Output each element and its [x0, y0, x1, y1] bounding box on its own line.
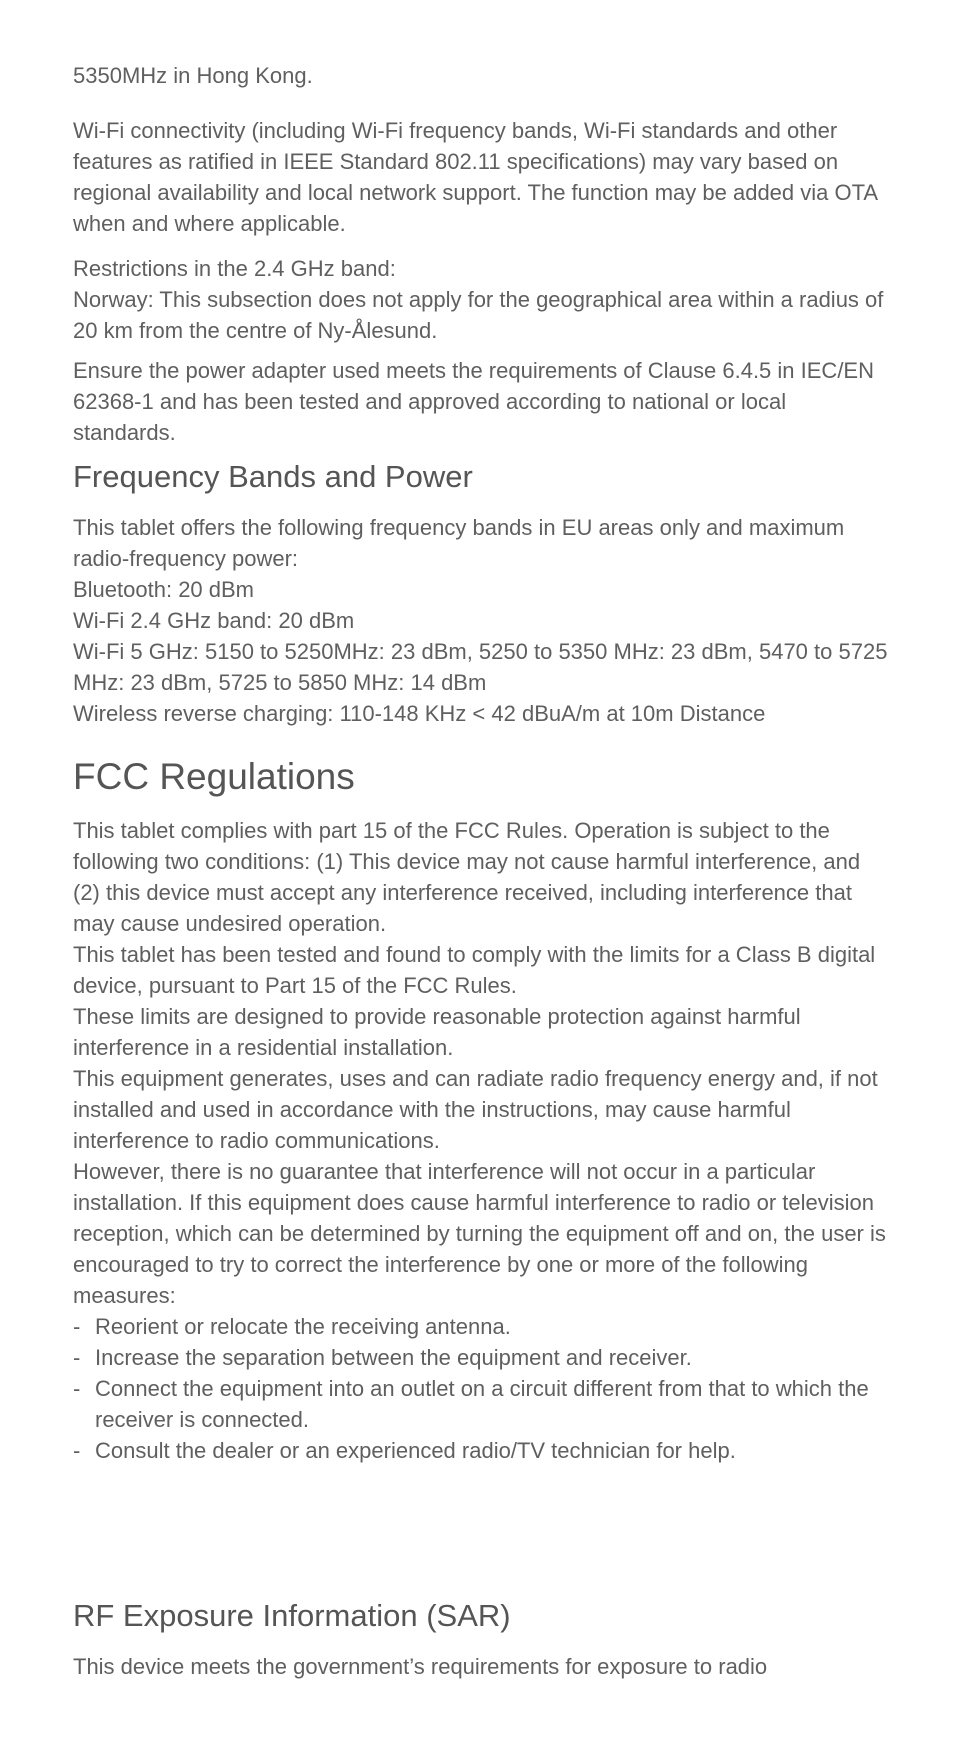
list-item — [73, 1311, 893, 1342]
frequency-line: Wireless reverse charging: 110-148 KHz < 42 dBuA/m at 10m Distance — [73, 701, 766, 726]
frequency-line: Wi-Fi 5 GHz: 5150 to 5250MHz: 23 dBm, 5250 to 5350 MHz: 23 dBm, 5470 to 5725 MHz: 23 dBm, 5725 to 5850 MHz: 14 dBm — [73, 639, 888, 695]
sar-section — [73, 1597, 893, 1635]
fcc-heading: FCC Regulations — [73, 756, 355, 797]
norway-restriction-text: Norway: This subsection does not apply for the geographical area within a radius of 20 km from the centre of Ny-Ålesund. — [73, 287, 884, 343]
sar-paragraph: This device meets the government’s requirements for exposure to radio — [73, 1654, 768, 1679]
dash-bullet: - — [73, 1376, 81, 1401]
sar-body — [73, 1651, 893, 1682]
fcc-paragraph: This tablet complies with part 15 of the FCC Rules. Operation is subject to the following two conditions: (1) This device may not cause harmful interference, and (2) this device must accept any interference received, including interference that may cause undesired operation. — [73, 818, 861, 936]
dash-bullet: - — [73, 1438, 81, 1463]
list-item — [73, 1435, 893, 1466]
power-adapter-paragraph: Ensure the power adapter used meets the requirements of Clause 6.4.5 in IEC/EN 62368-1 and has been tested and approved according to national or local standards. — [73, 358, 874, 445]
restrictions-heading-line: Restrictions in the 2.4 GHz band: — [73, 256, 396, 281]
measure-text: Increase the separation between the equipment and receiver. — [95, 1345, 692, 1370]
frequency-lines — [73, 512, 893, 729]
list-item — [73, 1342, 893, 1373]
restrictions-block — [73, 253, 893, 346]
frequency-line: Wi-Fi 2.4 GHz band: 20 dBm — [73, 608, 355, 633]
frequency-heading: Frequency Bands and Power — [73, 459, 473, 494]
measures-list — [73, 1311, 893, 1466]
frequency-section — [73, 458, 893, 496]
frequency-line: This tablet offers the following frequency bands in EU areas only and maximum radio-frequency power: — [73, 515, 845, 571]
dash-bullet: - — [73, 1314, 81, 1339]
measure-text: Consult the dealer or an experienced radio/TV technician for help. — [95, 1438, 736, 1463]
dash-bullet: - — [73, 1345, 81, 1370]
fcc-paragraph: This equipment generates, uses and can radiate radio frequency energy and, if not installed and used in accordance with the instructions, may cause harmful interference to radio communications. — [73, 1066, 878, 1153]
list-item — [73, 1373, 893, 1435]
wifi-paragraph-block — [73, 115, 893, 239]
fcc-paragraph: These limits are designed to provide reasonable protection against harmful interference in a residential installation. — [73, 1004, 801, 1060]
intro-paragraph-1: 5350MHz in Hong Kong. — [73, 63, 313, 88]
wifi-connectivity-paragraph: Wi-Fi connectivity (including Wi-Fi frequency bands, Wi-Fi standards and other features as ratified in IEEE Standard 802.11 specifications) may vary based on regional availability and local network support. The function may be added via OTA when and where applicable. — [73, 118, 877, 236]
frequency-line: Bluetooth: 20 dBm — [73, 577, 255, 602]
measure-text: Reorient or relocate the receiving antenna. — [95, 1314, 511, 1339]
intro-section — [73, 60, 893, 91]
fcc-section — [73, 755, 893, 799]
measure-text: Connect the equipment into an outlet on a circuit different from that to which the receiver is connected. — [95, 1376, 869, 1432]
sar-heading: RF Exposure Information (SAR) — [73, 1598, 511, 1633]
fcc-paragraph: However, there is no guarantee that interference will not occur in a particular installation. If this equipment does cause harmful interference to radio or television reception, which can be determined by turning the equipment off and on, the user is encouraged to try to correct the interference by one or more of the following measures: — [73, 1159, 886, 1308]
power-adapter-block — [73, 355, 893, 448]
fcc-body — [73, 815, 893, 1466]
fcc-paragraph: This tablet has been tested and found to comply with the limits for a Class B digital device, pursuant to Part 15 of the FCC Rules. — [73, 942, 876, 998]
